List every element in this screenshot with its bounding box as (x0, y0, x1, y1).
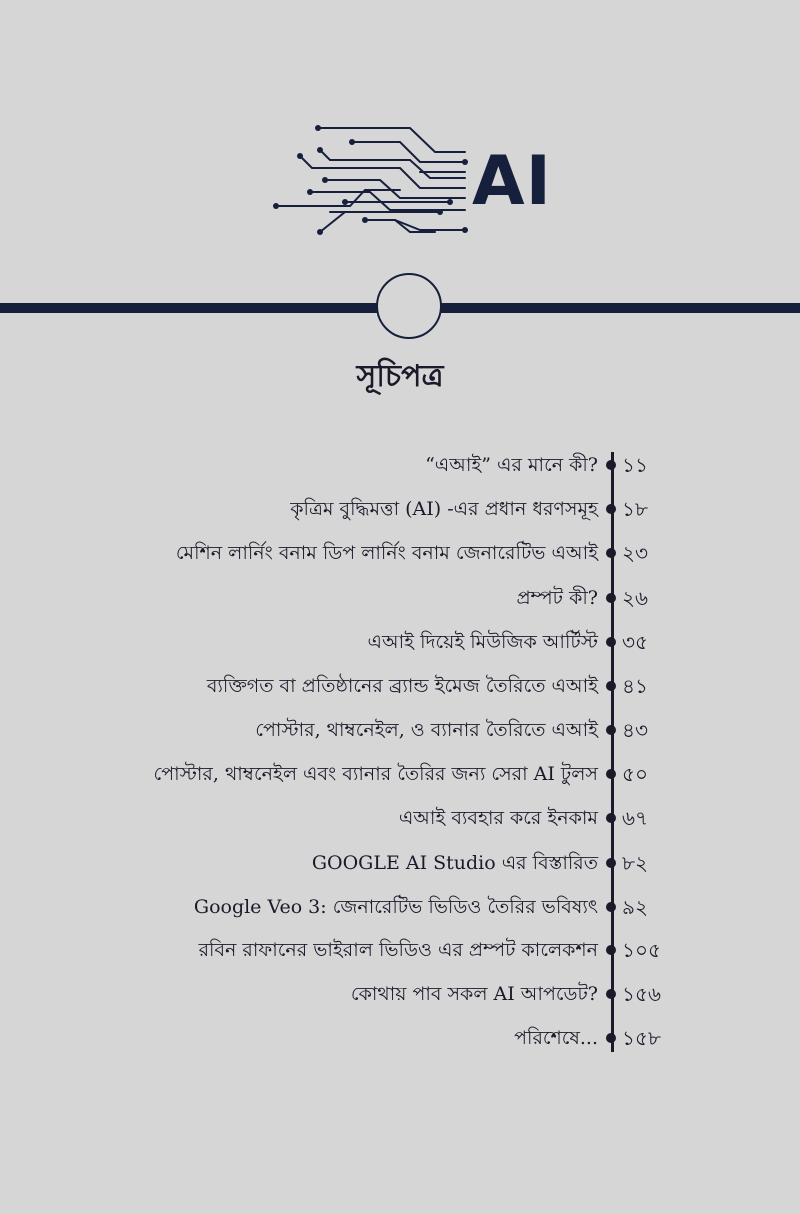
toc-bullet (606, 813, 616, 823)
toc-bullet (606, 989, 616, 999)
toc-bullet (606, 1033, 616, 1043)
toc-item-title: GOOGLE AI Studio এর বিস্তারিত (311, 852, 598, 874)
toc-item-page: ১৫৮ (622, 1026, 661, 1050)
toc-bullet (606, 548, 616, 558)
toc-item-title: এআই দিয়েই মিউজিক আর্টিস্ট (367, 631, 598, 653)
toc-item-page: ১১ (622, 453, 648, 477)
toc-bullet (606, 945, 616, 955)
toc-item-page: ৪৩ (622, 718, 648, 742)
toc-item-page: ৮২ (622, 851, 648, 875)
toc-item[interactable] (0, 798, 800, 838)
toc-item[interactable] (0, 887, 800, 927)
toc-bullet (606, 902, 616, 912)
toc-item-title: “এআই” এর মানে কী? (425, 454, 598, 476)
toc-item-page: ১৮ (622, 497, 648, 521)
divider-circle (376, 273, 442, 339)
toc-item[interactable] (0, 489, 800, 529)
toc-item[interactable] (0, 974, 800, 1014)
toc-bullet (606, 460, 616, 470)
toc-item-page: ২৩ (622, 541, 649, 565)
toc-item-title: রবিন রাফানের ভাইরাল ভিডিও এর প্রম্পট কালেকশন (198, 939, 598, 961)
toc-item-page: ৯২ (622, 895, 648, 919)
toc-item-title: ব্যক্তিগত বা প্রতিষ্ঠানের ব্র্যান্ড ইমেজ তৈরিতে এআই (206, 675, 598, 697)
toc-item[interactable] (0, 578, 800, 618)
toc-item-title: পোস্টার, থাম্বনেইল, ও ব্যানার তৈরিতে এআই (255, 719, 598, 741)
toc-item-page: ১৫৬ (622, 982, 661, 1006)
toc-item[interactable] (0, 533, 800, 573)
toc-bullet (606, 593, 616, 603)
toc-bullet (606, 725, 616, 735)
toc-item-page: ২৬ (622, 586, 649, 610)
toc-item-page: ৬৭ (622, 806, 649, 830)
toc-item-page: ৩৫ (622, 630, 648, 654)
toc-item-title: পরিশেষে... (514, 1027, 598, 1049)
toc-bullet (606, 681, 616, 691)
toc-item-title: Google Veo 3: জেনারেটিভ ভিডিও তৈরির ভবিষ্যৎ (193, 896, 598, 918)
toc-item[interactable] (0, 754, 800, 794)
toc-item-title: প্রম্পট কী? (516, 587, 598, 609)
toc-item[interactable] (0, 843, 800, 883)
toc-item-title: মেশিন লার্নিং বনাম ডিপ লার্নিং বনাম জেনারেটিভ এআই (175, 542, 598, 564)
toc-item-page: ১০৫ (622, 938, 661, 962)
toc-item[interactable] (0, 445, 800, 485)
toc-item-page: ৫০ (622, 762, 648, 786)
logo-ai-text: AI (472, 142, 552, 221)
page-title: সূচিপত্র (356, 359, 444, 394)
toc-bullet (606, 858, 616, 868)
toc-item-title: কৃত্রিম বুদ্ধিমত্তা (AI) -এর প্রধান ধরণসমূহ (290, 498, 598, 520)
toc-item-page: ৪১ (622, 674, 648, 698)
toc-item[interactable] (0, 666, 800, 706)
toc-item-title: এআই ব্যবহার করে ইনকাম (398, 807, 598, 829)
toc-item[interactable] (0, 622, 800, 662)
toc-item-title: পোস্টার, থাম্বনেইল এবং ব্যানার তৈরির জন্য সেরা AI টুলস (153, 763, 598, 785)
toc-bullet (606, 504, 616, 514)
toc-bullet (606, 637, 616, 647)
toc-bullet (606, 769, 616, 779)
toc-item[interactable] (0, 1018, 800, 1058)
toc-item-title: কোথায় পাব সকল AI আপডেট? (350, 983, 598, 1005)
toc-item[interactable] (0, 710, 800, 750)
toc-item[interactable] (0, 930, 800, 970)
